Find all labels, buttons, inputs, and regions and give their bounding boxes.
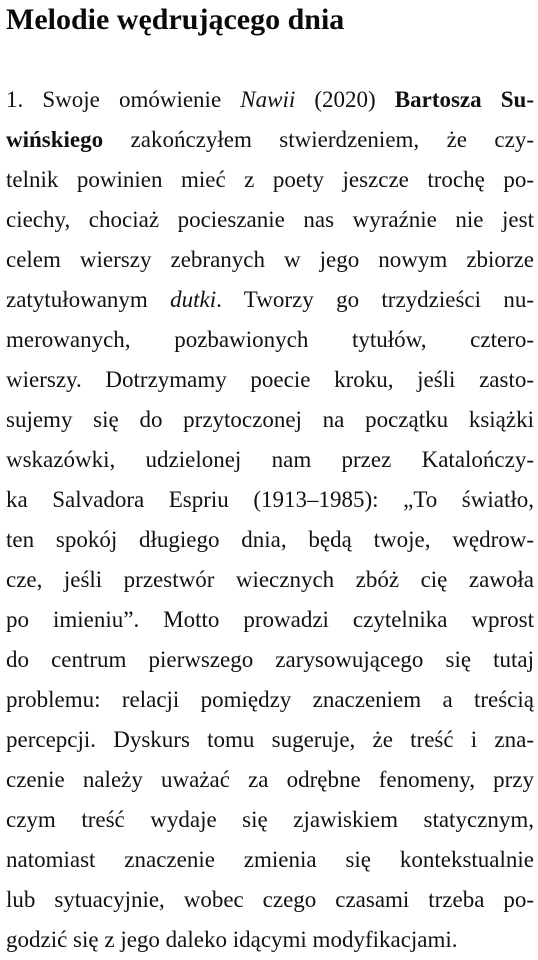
text-segment: zakończyłem stwierdzeniem, że czy- — [103, 127, 534, 152]
text-segment: wierszy. Dotrzymamy poecie kroku, jeśli zasto- — [6, 367, 534, 392]
text-segment: ten spokój długiego dnia, będą twoje, wędrow- — [6, 527, 534, 552]
text-line — [6, 560, 534, 600]
text-segment: zatytułowanym — [6, 287, 171, 312]
text-segment: po imieniu”. Motto prowadzi czytelnika wprost — [6, 607, 534, 632]
text-segment: wskazówki, udzielonej nam przez Katalończy- — [6, 447, 534, 472]
text-segment: cze, jeśli przestwór wiecznych zbóż cię zawoła — [6, 567, 534, 592]
text-segment: ciechy, chociaż pocieszanie nas wyraźnie nie jest — [6, 207, 534, 232]
text-line — [6, 800, 534, 840]
text-segment: do centrum pierwszego zarysowującego się tutaj — [6, 647, 534, 672]
text-segment: lub sytuacyjnie, wobec czego czasami trzeba po- — [6, 887, 534, 912]
article-paragraph — [6, 80, 534, 960]
text-segment: ka Salvadora Espriu (1913–1985): „To światło, — [6, 487, 534, 512]
bold-text: wińskiego — [6, 127, 104, 152]
page-title: Melodie wędrującego dnia — [6, 3, 345, 36]
text-line — [6, 200, 534, 240]
text-line — [6, 680, 534, 720]
text-line — [6, 360, 534, 400]
text-segment: godzić się z jego daleko idącymi modyfikacjami. — [6, 927, 458, 952]
text-segment: 1. Swoje omówienie — [6, 87, 241, 112]
text-segment: . Tworzy go trzydzieści nu- — [216, 287, 534, 312]
text-line — [6, 480, 534, 520]
text-line — [6, 240, 534, 280]
text-segment: percepcji. Dyskurs tomu sugeruje, że treść i zna- — [6, 727, 534, 752]
text-line — [6, 520, 534, 560]
text-line — [6, 280, 534, 320]
text-segment: natomiast znaczenie zmienia się kontekstualnie — [6, 847, 534, 872]
text-line — [6, 440, 534, 480]
text-segment: telnik powinien mieć z poety jeszcze trochę po- — [6, 167, 534, 192]
text-line — [6, 840, 534, 880]
text-line — [6, 160, 534, 200]
text-line — [6, 80, 534, 120]
text-segment: sujemy się do przytoczonej na początku książki — [6, 407, 534, 432]
italic-text: Nawii — [240, 87, 296, 112]
italic-text: dutki — [170, 287, 217, 312]
bold-text: Bartosza Su- — [394, 87, 534, 112]
text-segment: merowanych, pozbawionych tytułów, cztero- — [6, 327, 534, 352]
text-segment: czym treść wydaje się zjawiskiem statycznym, — [6, 807, 534, 832]
text-segment: celem wierszy zebranych w jego nowym zbiorze — [6, 247, 534, 272]
text-line — [6, 720, 534, 760]
text-line — [6, 600, 534, 640]
text-line — [6, 120, 534, 160]
text-segment: problemu: relacji pomiędzy znaczeniem a treścią — [6, 687, 534, 712]
text-segment: czenie należy uważać za odrębne fenomeny, przy — [6, 767, 534, 792]
text-line — [6, 760, 534, 800]
text-line — [6, 640, 534, 680]
text-line — [6, 320, 534, 360]
text-line — [6, 880, 534, 920]
text-line — [6, 400, 534, 440]
text-segment: (2020) — [295, 87, 395, 112]
text-line — [6, 920, 534, 960]
